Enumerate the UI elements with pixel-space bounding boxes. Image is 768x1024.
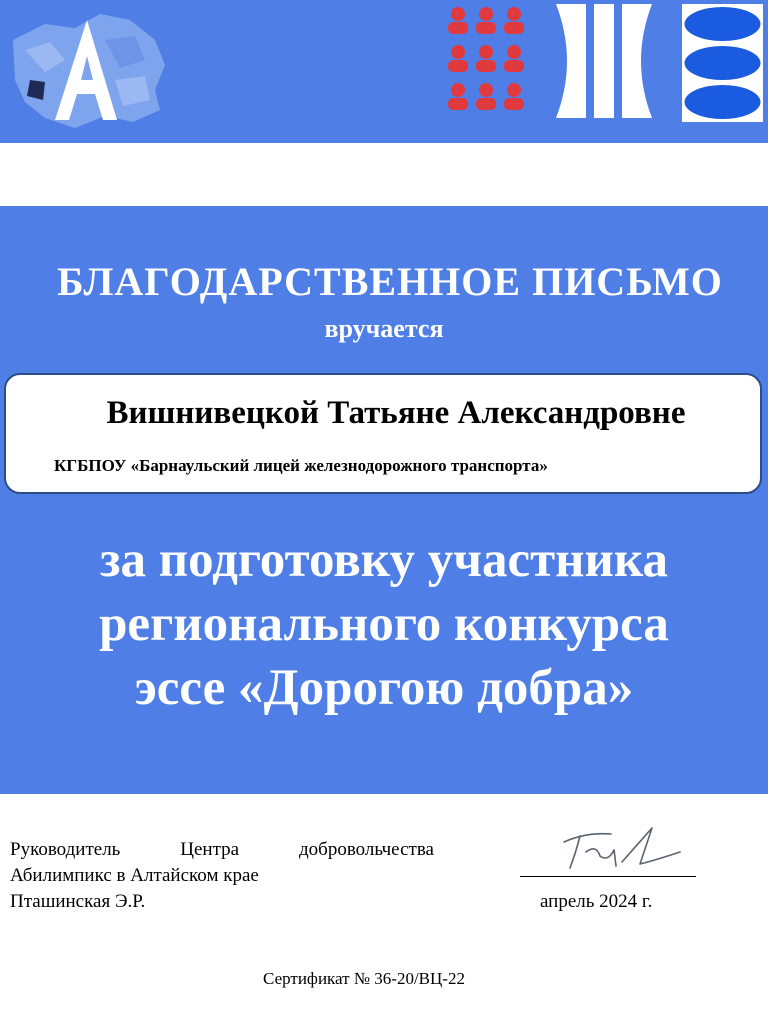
people-grid-icon [444, 4, 528, 116]
signer-word-1: Руководитель [10, 839, 121, 860]
award-reason [0, 528, 768, 720]
recipient-box [4, 373, 762, 494]
letter-title: БЛАГОДАРСТВЕННОЕ ПИСЬМО [57, 259, 723, 304]
signer-position-line-2: Абилимпикс в Алтайском крае [10, 865, 259, 886]
recipient-name: Вишнивецкой Татьяне Александровне [106, 395, 686, 431]
signer-name: Пташинская Э.Р. [10, 891, 146, 912]
signer-position-line-1 [10, 837, 434, 863]
reason-line-1: за подготовку участника [99, 532, 669, 588]
recipient-organization: КГБПОУ «Барнаульский лицей железнодорожного транспорта» [54, 456, 548, 475]
signer-word-2: Центра [180, 839, 240, 860]
letter-subtitle: вручается [324, 314, 444, 343]
certificate-number: Сертификат № 36-20/ВЦ-22 [263, 969, 465, 988]
handwritten-signature-icon [556, 822, 686, 874]
reason-line-3: эссе «Дорогою добра» [134, 660, 634, 716]
abilympics-a-logo-icon [5, 10, 170, 135]
reason-line-2: регионального конкурса [99, 596, 669, 652]
signer-word-3: добровольчества [299, 839, 434, 860]
blue-ovals-logo-icon [682, 4, 763, 122]
zh-letter-logo-icon [556, 4, 652, 118]
issue-date: апрель 2024 г. [540, 891, 653, 912]
signature-line [520, 876, 696, 877]
header-band [0, 0, 768, 143]
signer-block [10, 837, 434, 915]
